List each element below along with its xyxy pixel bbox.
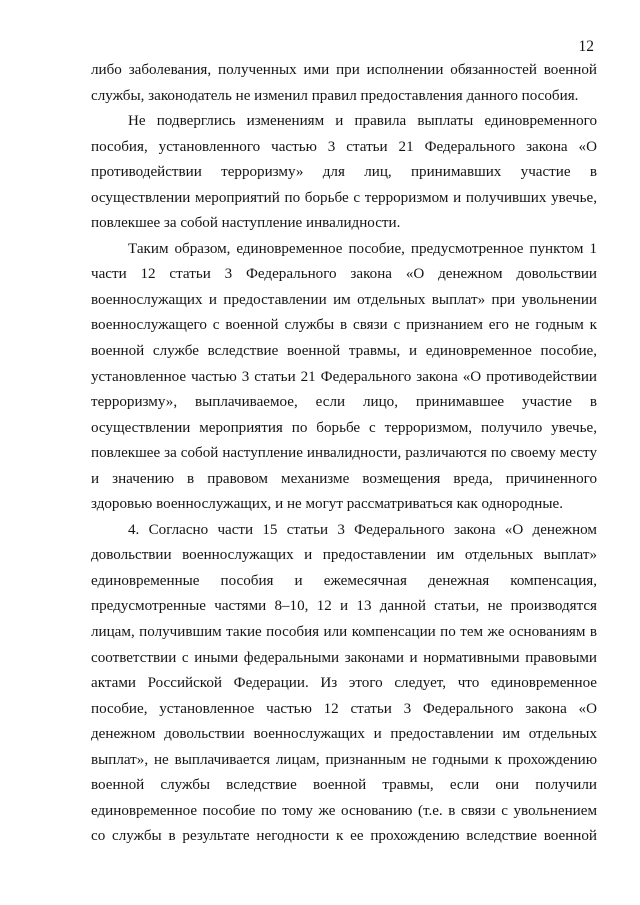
paragraph-3	[91, 237, 597, 518]
text-line: предусмотренные частями 8–10, 12 и 13 данной статьи, не производятся	[91, 598, 597, 615]
text-line: военнослужащих и предоставлении им отдельных выплат» при увольнении	[91, 291, 597, 308]
text-line: повлекшее за собой наступление инвалидности, различаются по своему месту	[91, 445, 597, 462]
text-line: единовременное пособие по тому же основанию (т.е. в связи с увольнением	[91, 802, 597, 819]
text-line: здоровью военнослужащих, и не могут рассматриваться как однородные.	[91, 496, 564, 513]
text-line: военной службе вследствие военной травмы, и единовременное пособие,	[91, 343, 597, 360]
text-line: довольствии военнослужащих и предоставлении им отдельных выплат»	[91, 547, 597, 564]
text-line: осуществлении мероприятий по борьбе с терроризмом и получивших увечье,	[91, 189, 597, 206]
text-line: соответствии с иными федеральными законами и нормативными правовыми	[91, 649, 597, 666]
text-line: службы, законодатель не изменил правил предоставления данного пособия.	[91, 87, 579, 104]
text-line: Таким образом, единовременное пособие, предусмотренное пунктом 1	[128, 240, 597, 257]
text-line: пособие, установленное частью 12 статьи 3 Федерального закона «О	[91, 700, 597, 717]
text-line: и значению в правовом механизме возмещения вреда, причиненного	[91, 470, 597, 487]
text-line: повлекшее за собой наступление инвалидности.	[91, 215, 401, 232]
paragraph-2	[91, 109, 597, 237]
paragraph-4	[91, 518, 597, 850]
text-line: лицам, получившим такие пособия или компенсации по тем же основаниям в	[91, 624, 597, 641]
text-line: либо заболевания, полученных ими при исполнении обязанностей военной	[91, 62, 597, 78]
text-line: терроризму», выплачиваемое, если лицо, принимавшее участие в	[91, 394, 597, 411]
text-line: единовременные пособия и ежемесячная денежная компенсация,	[91, 572, 597, 589]
text-line: денежном довольствии военнослужащих и предоставлении им отдельных	[91, 726, 597, 743]
paragraph-1	[91, 58, 597, 109]
document-body	[91, 58, 597, 850]
text-line: военной службы вследствие военной травмы, если они получили	[91, 777, 597, 794]
text-line: актами Российской Федерации. Из этого следует, что единовременное	[91, 675, 597, 692]
page-number: 12	[578, 38, 594, 55]
text-line: со службы в результате негодности к ее прохождению вследствие военной	[91, 828, 597, 845]
text-line: установленное частью 3 статьи 21 Федерального закона «О противодействии	[91, 368, 597, 385]
text-line: противодействии терроризму» для лиц, принимавших участие в	[91, 164, 597, 181]
text-line: 4. Согласно части 15 статьи 3 Федерального закона «О денежном	[128, 521, 597, 538]
text-line: пособия, установленного частью 3 статьи 21 Федерального закона «О	[91, 138, 597, 155]
text-line: Не подверглись изменениям и правила выплаты единовременного	[128, 113, 597, 130]
text-line: осуществлении мероприятия по борьбе с терроризмом, получило увечье,	[91, 419, 597, 436]
text-line: части 12 статьи 3 Федерального закона «О денежном довольствии	[91, 266, 597, 283]
text-line: выплат», не выплачивается лицам, признанным не годными к прохождению	[91, 751, 597, 768]
text-line: военнослужащего с военной службы в связи с признанием его не годным к	[91, 317, 597, 334]
